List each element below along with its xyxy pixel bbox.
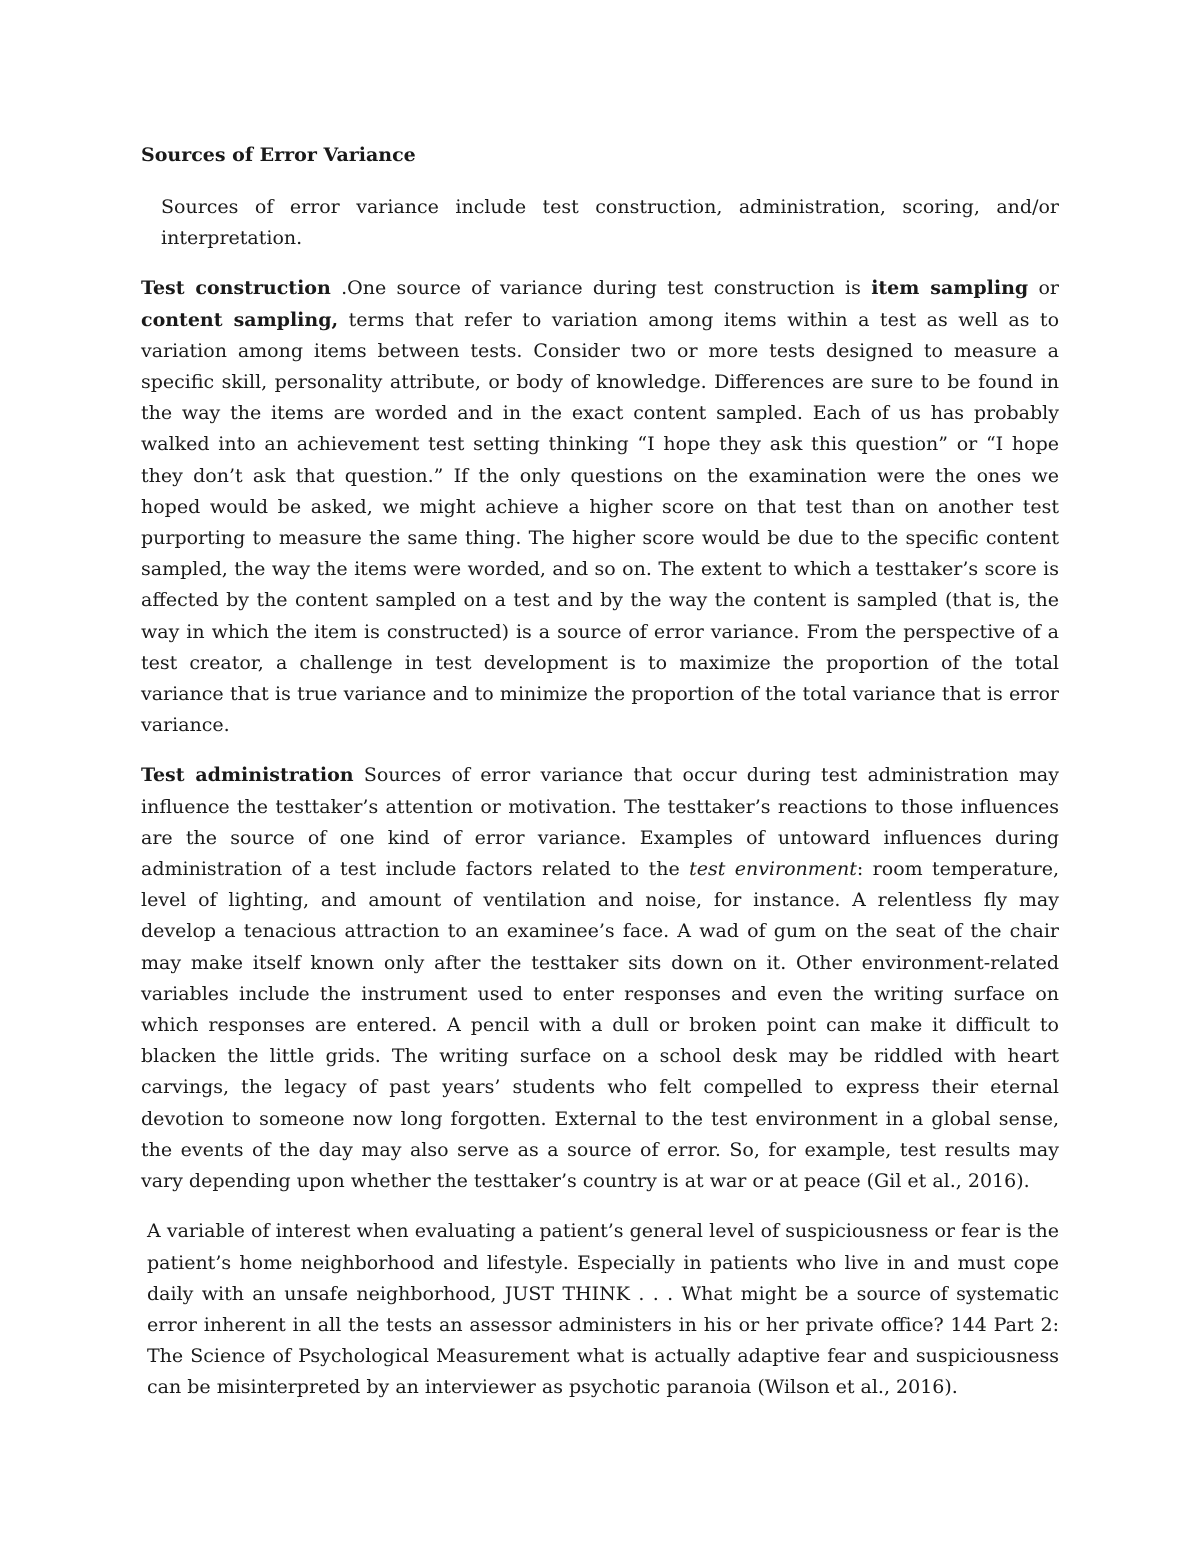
test-construction-paragraph [141, 273, 1059, 741]
document-title: Sources of Error Variance [141, 144, 416, 166]
construction-mid-text: or [1028, 277, 1060, 300]
construction-lead-text: .One source of variance during test construction is [330, 277, 872, 300]
test-construction-heading: Test construction [141, 277, 331, 300]
test-environment-term: test environment [689, 858, 857, 881]
administration-body-text: : room temperature, level of lighting, and amount of ventilation and noise, for instance. A relentless fly may develop a tenacious attraction to an examinee’s face. A wad of gum on the seat of the chair may make itself known only after the testtaker sits down on it. Other environment-related variables include the instrument used to enter responses and even the writing surface on which responses are entered. A pencil with a dull or broken point can make it difficult to blacken the little grids. The writing surface on a school desk may be riddled with heart carvings, the legacy of past years’ students who felt compelled to express their eternal devotion to someone now long forgotten. External to the test environment in a global sense, the events of the day may also serve as a source of error. So, for example, test results may vary depending upon whether the testtaker’s country is at war or at peace (Gil et al., 2016). [141, 858, 1059, 1193]
test-administration-heading: Test administration [141, 764, 354, 787]
administration-lead-text: Sources of error variance that occur during test administration may influence the testtaker’s attention or motivation. The testtaker’s reactions to those influences are the source of one kind of error variance. Examples of untoward influences during administration of a test include factors related to the [141, 764, 1059, 881]
construction-body-text: terms that refer to variation among items within a test as well as to variation among items between tests. Consider two or more tests designed to measure a specific skill, personality attribute, or body of knowledge. Differences are sure to be found in the way the items are worded and in the exact content sampled. Each of us has probably walked into an achievement test setting thinking “I hope they ask this question” or “I hope they don’t ask that question.” If the only questions on the examination were the ones we hoped would be asked, we might achieve a higher score on that test than on another test purporting to measure the same thing. The higher score would be due to the specific content sampled, the way the items were worded, and so on. The extent to which a testtaker’s score is affected by the content sampled on a test and by the way the content is sampled (that is, the way in which the item is constructed) is a source of error variance. From the perspective of a test creator, a challenge in test development is to maximize the proportion of the total variance that is true variance and to minimize the proportion of the total variance that is error variance. [141, 308, 1060, 737]
intro-paragraph: Sources of error variance include test construction, administration, scoring, and/or interpretation. [161, 196, 1059, 250]
content-sampling-term: content sampling, [141, 308, 339, 331]
test-administration-paragraph [141, 760, 1059, 1197]
document-page [141, 140, 1059, 1404]
closing-paragraph: A variable of interest when evaluating a patient’s general level of suspiciousness or fear is the patient’s home neighborhood and lifestyle. Especially in patients who live in and must cope daily with an unsafe neighborhood, JUST THINK . . . What might be a source of systematic error inherent in all the tests an assessor administers in his or her private office? 144 Part 2: The Science of Psychological Measurement what is actually adaptive fear and suspiciousness can be misinterpreted by an interviewer as psychotic paranoia (Wilson et al., 2016). [147, 1220, 1059, 1399]
item-sampling-term: item sampling [871, 277, 1029, 300]
